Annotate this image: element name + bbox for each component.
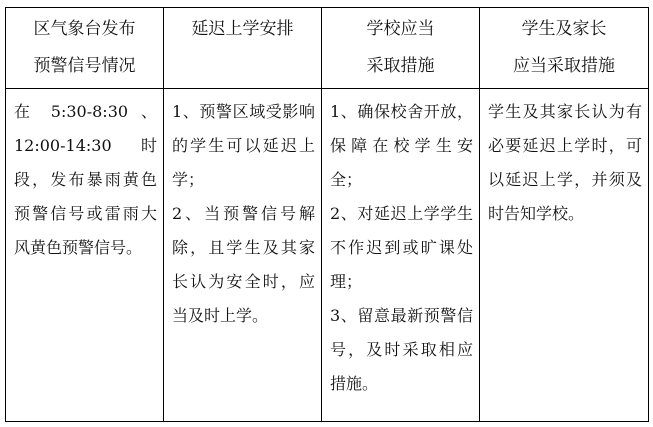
warning-delay-table: [5, 7, 649, 422]
header-line: 学生及家长: [521, 19, 607, 39]
header-line: 区气象台发布: [33, 19, 136, 39]
header-parent-measures: [480, 8, 649, 89]
cell-warning-condition: 在 5:30-8:30 、 12:00-14:30 时段，发布暴雨黄色预警信号或雷雨大风黄色预警信号。: [6, 89, 164, 422]
cell-school-measures: [322, 89, 480, 422]
header-line: 预警信号情况: [33, 56, 136, 76]
header-line: 学校应当: [366, 19, 435, 39]
cell-delay-arrangement: [164, 89, 322, 422]
table-row: [6, 89, 649, 422]
header-delay-arrangement: [164, 8, 322, 89]
list-item: 2、当预警信号解除，且学生及其家长认为安全时，应当及时上学。: [172, 204, 315, 325]
list-item: 1、确保校舍开放，保障在校学生安全；: [330, 102, 473, 189]
header-line: 延迟上学安排: [191, 19, 294, 39]
list-item: 1、预警区域受影响的学生可以延迟上学；: [172, 102, 315, 189]
list-item: 3、留意最新预警信号，及时采取相应措施。: [330, 306, 473, 393]
cell-parent-measures: 学生及其家长认为有必要延迟上学时，可以延迟上学，并须及时告知学校。: [480, 89, 649, 422]
header-line: 应当采取措施: [513, 56, 615, 76]
header-warning-signal: [6, 8, 164, 89]
header-school-measures: [322, 8, 480, 89]
header-row: [6, 8, 649, 89]
list-item: 2、对延迟上学学生不作迟到或旷课处理；: [330, 204, 473, 291]
header-line: 采取措施: [366, 56, 435, 76]
